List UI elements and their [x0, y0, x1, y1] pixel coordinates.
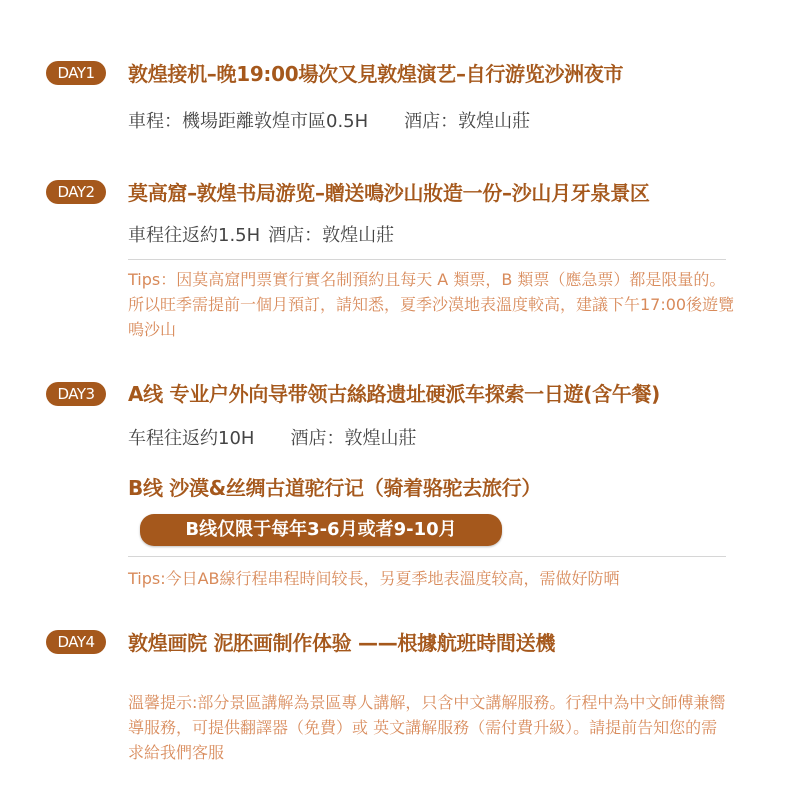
day3-title-a: A线 专业户外向导带领古絲路遗址硬派车探索一日遊(含午餐)	[128, 382, 661, 406]
day3-b-season-note: B线仅限于每年3-6月或者9-10月	[140, 514, 502, 546]
service-notice: 溫馨提示:部分景區講解為景區專人講解，只含中文講解服務。行程中為中文師傅兼嚮導服務，可提供翻譯器（免費）或 英文講解服務（需付費升級）。請提前告知您的需求給我們客服	[128, 693, 726, 762]
day1-hotel: 酒店：敦煌山莊	[404, 111, 531, 132]
day2-title: 莫高窟–敦煌书局游览–贈送鳴沙山妝造一份–沙山月牙泉景区	[128, 181, 650, 205]
day1-title: 敦煌接机–晚19:00場次又見敦煌演艺–自行游览沙洲夜市	[128, 62, 624, 86]
day3-info	[128, 424, 416, 450]
day2-transfer: 車程往返約1.5H	[128, 225, 261, 246]
day2-info	[128, 221, 394, 247]
day4-title: 敦煌画院 泥胚画制作体验 ——根據航班時間送機	[128, 631, 556, 655]
day4-badge: DAY4	[46, 630, 106, 654]
day2-divider	[128, 259, 726, 260]
day1-badge: DAY1	[46, 61, 106, 85]
day2-tips: Tips：因莫高窟門票實行實名制預約且每天 A 類票，B 類票（應急票）都是限量的。所以旺季需提前一個月預訂，請知悉，夏季沙漠地表溫度較高，建議下午17:00後遊覽鳴沙山	[128, 270, 735, 339]
day1-transfer: 車程：機場距離敦煌市區0.5H	[128, 111, 369, 132]
day3-title-b: B线 沙漠&丝绸古道驼行记（骑着骆驼去旅行）	[128, 476, 542, 500]
day3-tips: Tips:今日AB線行程串程時间较長，另夏季地表溫度较高，需做好防晒	[128, 569, 620, 588]
day1-info	[128, 107, 530, 133]
day2-hotel: 酒店：敦煌山莊	[268, 225, 395, 246]
day3-hotel: 酒店：敦煌山莊	[290, 428, 417, 449]
day3-transfer: 车程往返约10H	[128, 428, 255, 449]
day2-badge: DAY2	[46, 180, 106, 204]
day3-badge: DAY3	[46, 382, 106, 406]
day3-divider	[128, 556, 726, 557]
